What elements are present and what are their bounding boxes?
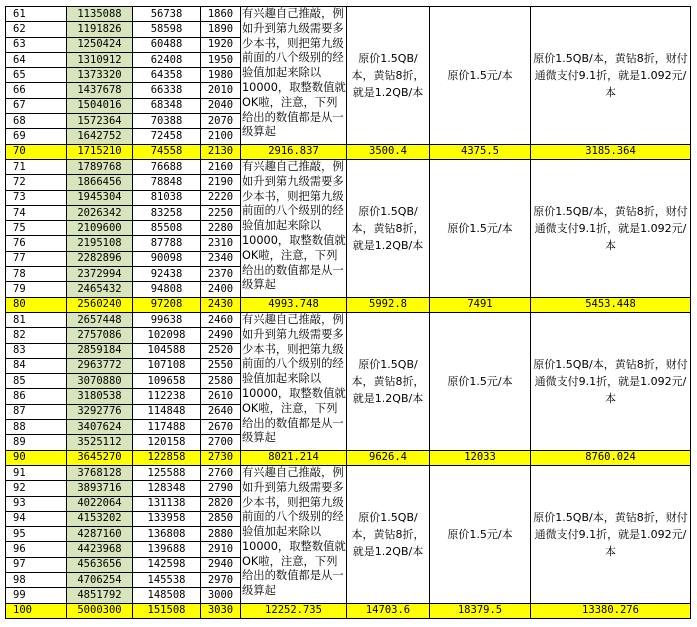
level-cell[interactable]: 81: [6, 312, 67, 327]
qb-total-cell[interactable]: 9626.4: [347, 450, 430, 465]
exp-step-cell[interactable]: 102098: [133, 328, 201, 343]
level-cell[interactable]: 85: [6, 374, 67, 389]
exp-step-cell[interactable]: 104588: [133, 343, 201, 358]
level-cell[interactable]: 73: [6, 190, 67, 205]
exp-step-cell[interactable]: 114848: [133, 404, 201, 419]
cap-cell[interactable]: 1920: [201, 37, 241, 52]
exp-cell[interactable]: 3768128: [67, 465, 133, 480]
exp-step-cell[interactable]: 87788: [133, 236, 201, 251]
exp-step-cell[interactable]: 133958: [133, 511, 201, 526]
table-row: [6, 312, 691, 327]
exp-step-cell[interactable]: 78848: [133, 175, 201, 190]
cap-cell[interactable]: 2820: [201, 496, 241, 511]
exp-cell[interactable]: 1945304: [67, 190, 133, 205]
exp-step-cell[interactable]: 120158: [133, 435, 201, 450]
level-cell[interactable]: 89: [6, 435, 67, 450]
exp-cell[interactable]: 4706254: [67, 572, 133, 587]
level-cell[interactable]: 70: [6, 144, 67, 159]
exp-cell[interactable]: 1866456: [67, 175, 133, 190]
price-qb-cell[interactable]: 原价1.5QB/本，黄钻8折，就是1.2QB/本: [347, 159, 430, 297]
level-cell[interactable]: 82: [6, 328, 67, 343]
exp-step-cell[interactable]: 131138: [133, 496, 201, 511]
exp-step-cell[interactable]: 151508: [133, 603, 201, 618]
note-cell[interactable]: 有兴趣自己推敲，例如升到第九级需要多少本书，则把第九级前面的八个级别的经验值加起来除以10000，取整数值就OK啦，注意，下列给出的数值都是从一级算起: [241, 7, 347, 145]
exp-step-cell[interactable]: 125588: [133, 465, 201, 480]
exp-cell[interactable]: 1789768: [67, 159, 133, 174]
cap-cell[interactable]: 2610: [201, 389, 241, 404]
table-row: [6, 159, 691, 174]
cap-cell[interactable]: 2250: [201, 205, 241, 220]
level-cell[interactable]: 65: [6, 68, 67, 83]
level-cell[interactable]: 72: [6, 175, 67, 190]
cap-cell[interactable]: 2850: [201, 511, 241, 526]
exp-step-cell[interactable]: 56738: [133, 7, 201, 22]
cap-cell[interactable]: 2640: [201, 404, 241, 419]
cap-cell[interactable]: 1890: [201, 22, 241, 37]
price-wechat-cell[interactable]: 原价1.5QB/本，黄钻8折，财付通微支付9.1折，就是1.092元/本: [531, 159, 691, 297]
exp-cell[interactable]: 2372994: [67, 267, 133, 282]
exp-cell[interactable]: 3070880: [67, 374, 133, 389]
cap-cell[interactable]: 2400: [201, 282, 241, 297]
qb-total-cell[interactable]: 3500.4: [347, 144, 430, 159]
cap-cell[interactable]: 2730: [201, 450, 241, 465]
level-cell[interactable]: 95: [6, 527, 67, 542]
exp-step-cell[interactable]: 58598: [133, 22, 201, 37]
exp-step-cell[interactable]: 128348: [133, 481, 201, 496]
note-cell[interactable]: 有兴趣自己推敲，例如升到第九级需要多少本书，则把第九级前面的八个级别的经验值加起来除以10000，取整数值就OK啦，注意，下列给出的数值都是从一级算起: [241, 312, 347, 450]
exp-cell[interactable]: 1373320: [67, 68, 133, 83]
exp-cell[interactable]: 1437678: [67, 83, 133, 98]
level-cell[interactable]: 94: [6, 511, 67, 526]
cap-cell[interactable]: 2370: [201, 267, 241, 282]
exp-cell[interactable]: 3525112: [67, 435, 133, 450]
exp-cell[interactable]: 3180538: [67, 389, 133, 404]
exp-cell[interactable]: 2195108: [67, 236, 133, 251]
exp-cell[interactable]: 2560240: [67, 297, 133, 312]
level-cell[interactable]: 68: [6, 114, 67, 129]
level-cell[interactable]: 90: [6, 450, 67, 465]
note-cell[interactable]: 有兴趣自己推敲，例如升到第九级需要多少本书，则把第九级前面的八个级别的经验值加起来除以10000，取整数值就OK啦，注意，下列给出的数值都是从一级算起: [241, 465, 347, 603]
exp-cell[interactable]: 2963772: [67, 358, 133, 373]
cap-cell[interactable]: 2130: [201, 144, 241, 159]
price-wechat-cell[interactable]: 原价1.5QB/本，黄钻8折，财付通微支付9.1折，就是1.092元/本: [531, 465, 691, 603]
cap-cell[interactable]: 2580: [201, 374, 241, 389]
exp-cell[interactable]: 4022064: [67, 496, 133, 511]
exp-step-cell[interactable]: 83258: [133, 205, 201, 220]
cap-cell[interactable]: 2220: [201, 190, 241, 205]
table-row: [6, 465, 691, 480]
price-yuan-cell[interactable]: 原价1.5元/本: [430, 7, 531, 145]
level-cell[interactable]: 61: [6, 7, 67, 22]
highlight-row: [6, 603, 691, 618]
price-yuan-cell[interactable]: 原价1.5元/本: [430, 465, 531, 603]
level-table: [5, 6, 691, 619]
wechat-total-cell[interactable]: 8760.024: [531, 450, 691, 465]
cap-cell[interactable]: 2760: [201, 465, 241, 480]
exp-step-cell[interactable]: 139688: [133, 542, 201, 557]
highlight-row: [6, 144, 691, 159]
exp-step-cell[interactable]: 112238: [133, 389, 201, 404]
exp-step-cell[interactable]: 64358: [133, 68, 201, 83]
yuan-total-cell[interactable]: 4375.5: [430, 144, 531, 159]
cap-cell[interactable]: 2460: [201, 312, 241, 327]
level-cell[interactable]: 62: [6, 22, 67, 37]
yuan-total-cell[interactable]: 7491: [430, 297, 531, 312]
exp-step-cell[interactable]: 94808: [133, 282, 201, 297]
cap-cell[interactable]: 2490: [201, 328, 241, 343]
exp-cell[interactable]: 2026342: [67, 205, 133, 220]
cap-cell[interactable]: 1980: [201, 68, 241, 83]
level-cell[interactable]: 69: [6, 129, 67, 144]
exp-step-cell[interactable]: 81038: [133, 190, 201, 205]
level-cell[interactable]: 64: [6, 52, 67, 67]
level-cell[interactable]: 92: [6, 481, 67, 496]
books-total-cell[interactable]: 4993.748: [241, 297, 347, 312]
price-qb-cell[interactable]: 原价1.5QB/本，黄钻8折，就是1.2QB/本: [347, 312, 430, 450]
exp-cell[interactable]: 1250424: [67, 37, 133, 52]
exp-cell[interactable]: 3292776: [67, 404, 133, 419]
exp-cell[interactable]: 4287160: [67, 527, 133, 542]
exp-cell[interactable]: 4423968: [67, 542, 133, 557]
level-cell[interactable]: 79: [6, 282, 67, 297]
note-cell[interactable]: 有兴趣自己推敲，例如升到第九级需要多少本书，则把第九级前面的八个级别的经验值加起来除以10000，取整数值就OK啦，注意，下列给出的数值都是从一级算起: [241, 159, 347, 297]
exp-step-cell[interactable]: 70388: [133, 114, 201, 129]
exp-step-cell[interactable]: 99638: [133, 312, 201, 327]
level-cell[interactable]: 99: [6, 588, 67, 603]
price-qb-cell[interactable]: 原价1.5QB/本，黄钻8折，就是1.2QB/本: [347, 7, 430, 145]
level-cell[interactable]: 91: [6, 465, 67, 480]
exp-cell[interactable]: 4153202: [67, 511, 133, 526]
cap-cell[interactable]: 2010: [201, 83, 241, 98]
highlight-row: [6, 450, 691, 465]
exp-step-cell[interactable]: 122858: [133, 450, 201, 465]
level-cell[interactable]: 86: [6, 389, 67, 404]
exp-step-cell[interactable]: 109658: [133, 374, 201, 389]
cap-cell[interactable]: 3030: [201, 603, 241, 618]
level-cell[interactable]: 78: [6, 267, 67, 282]
exp-step-cell[interactable]: 76688: [133, 159, 201, 174]
cap-cell[interactable]: 2970: [201, 572, 241, 587]
exp-cell[interactable]: 1504016: [67, 98, 133, 113]
cap-cell[interactable]: 2670: [201, 420, 241, 435]
exp-step-cell[interactable]: 68348: [133, 98, 201, 113]
cap-cell[interactable]: 2070: [201, 114, 241, 129]
exp-step-cell[interactable]: 62408: [133, 52, 201, 67]
exp-cell[interactable]: 1642752: [67, 129, 133, 144]
yuan-total-cell[interactable]: 18379.5: [430, 603, 531, 618]
cap-cell[interactable]: 2160: [201, 159, 241, 174]
cap-cell[interactable]: 2910: [201, 542, 241, 557]
level-cell[interactable]: 83: [6, 343, 67, 358]
exp-step-cell[interactable]: 66338: [133, 83, 201, 98]
exp-cell[interactable]: 2465432: [67, 282, 133, 297]
exp-cell[interactable]: 2109600: [67, 221, 133, 236]
qb-total-cell[interactable]: 14703.6: [347, 603, 430, 618]
exp-step-cell[interactable]: 142598: [133, 557, 201, 572]
cap-cell[interactable]: 1860: [201, 7, 241, 22]
cap-cell[interactable]: 3000: [201, 588, 241, 603]
level-cell[interactable]: 71: [6, 159, 67, 174]
cap-cell[interactable]: 2430: [201, 297, 241, 312]
highlight-row: [6, 297, 691, 312]
level-cell[interactable]: 98: [6, 572, 67, 587]
cap-cell[interactable]: 2550: [201, 358, 241, 373]
cap-cell[interactable]: 2520: [201, 343, 241, 358]
exp-cell[interactable]: 1715210: [67, 144, 133, 159]
level-cell[interactable]: 66: [6, 83, 67, 98]
cap-cell[interactable]: 2340: [201, 251, 241, 266]
level-cell[interactable]: 96: [6, 542, 67, 557]
cap-cell[interactable]: 2880: [201, 527, 241, 542]
cap-cell[interactable]: 2100: [201, 129, 241, 144]
price-wechat-cell[interactable]: 原价1.5QB/本，黄钻8折，财付通微支付9.1折，就是1.092元/本: [531, 312, 691, 450]
exp-step-cell[interactable]: 85508: [133, 221, 201, 236]
level-cell[interactable]: 75: [6, 221, 67, 236]
level-cell[interactable]: 67: [6, 98, 67, 113]
exp-step-cell[interactable]: 72458: [133, 129, 201, 144]
table-row: [6, 7, 691, 22]
exp-step-cell[interactable]: 107108: [133, 358, 201, 373]
books-total-cell[interactable]: 12252.735: [241, 603, 347, 618]
exp-step-cell[interactable]: 97208: [133, 297, 201, 312]
exp-cell[interactable]: 4563656: [67, 557, 133, 572]
exp-cell[interactable]: 1135088: [67, 7, 133, 22]
yuan-total-cell[interactable]: 12033: [430, 450, 531, 465]
price-wechat-cell[interactable]: 原价1.5QB/本，黄钻8折，财付通微支付9.1折，就是1.092元/本: [531, 7, 691, 145]
level-cell[interactable]: 74: [6, 205, 67, 220]
cap-cell[interactable]: 2040: [201, 98, 241, 113]
exp-cell[interactable]: 2859184: [67, 343, 133, 358]
wechat-total-cell[interactable]: 13380.276: [531, 603, 691, 618]
price-qb-cell[interactable]: 原价1.5QB/本，黄钻8折，就是1.2QB/本: [347, 465, 430, 603]
books-total-cell[interactable]: 2916.837: [241, 144, 347, 159]
exp-cell[interactable]: 2657448: [67, 312, 133, 327]
cap-cell[interactable]: 2940: [201, 557, 241, 572]
exp-cell[interactable]: 2757086: [67, 328, 133, 343]
level-cell[interactable]: 97: [6, 557, 67, 572]
exp-step-cell[interactable]: 148508: [133, 588, 201, 603]
exp-step-cell[interactable]: 74558: [133, 144, 201, 159]
level-cell[interactable]: 87: [6, 404, 67, 419]
exp-step-cell[interactable]: 136808: [133, 527, 201, 542]
exp-step-cell[interactable]: 92438: [133, 267, 201, 282]
level-cell[interactable]: 93: [6, 496, 67, 511]
price-yuan-cell[interactable]: 原价1.5元/本: [430, 312, 531, 450]
level-cell[interactable]: 100: [6, 603, 67, 618]
level-cell[interactable]: 84: [6, 358, 67, 373]
exp-cell[interactable]: 1310912: [67, 52, 133, 67]
wechat-total-cell[interactable]: 3185.364: [531, 144, 691, 159]
cap-cell[interactable]: 2190: [201, 175, 241, 190]
exp-cell[interactable]: 3893716: [67, 481, 133, 496]
exp-step-cell[interactable]: 60488: [133, 37, 201, 52]
wechat-total-cell[interactable]: 5453.448: [531, 297, 691, 312]
exp-cell[interactable]: 3645270: [67, 450, 133, 465]
exp-cell[interactable]: 3407624: [67, 420, 133, 435]
cap-cell[interactable]: 2790: [201, 481, 241, 496]
level-cell[interactable]: 63: [6, 37, 67, 52]
exp-cell[interactable]: 2282896: [67, 251, 133, 266]
cap-cell[interactable]: 2280: [201, 221, 241, 236]
books-total-cell[interactable]: 8021.214: [241, 450, 347, 465]
exp-cell[interactable]: 4851792: [67, 588, 133, 603]
level-cell[interactable]: 76: [6, 236, 67, 251]
cap-cell[interactable]: 2310: [201, 236, 241, 251]
qb-total-cell[interactable]: 5992.8: [347, 297, 430, 312]
exp-step-cell[interactable]: 117488: [133, 420, 201, 435]
cap-cell[interactable]: 2700: [201, 435, 241, 450]
price-yuan-cell[interactable]: 原价1.5元/本: [430, 159, 531, 297]
exp-cell[interactable]: 1572364: [67, 114, 133, 129]
exp-step-cell[interactable]: 145538: [133, 572, 201, 587]
level-cell[interactable]: 88: [6, 420, 67, 435]
level-cell[interactable]: 77: [6, 251, 67, 266]
exp-cell[interactable]: 1191826: [67, 22, 133, 37]
cap-cell[interactable]: 1950: [201, 52, 241, 67]
level-cell[interactable]: 80: [6, 297, 67, 312]
exp-cell[interactable]: 5000300: [67, 603, 133, 618]
exp-step-cell[interactable]: 90098: [133, 251, 201, 266]
